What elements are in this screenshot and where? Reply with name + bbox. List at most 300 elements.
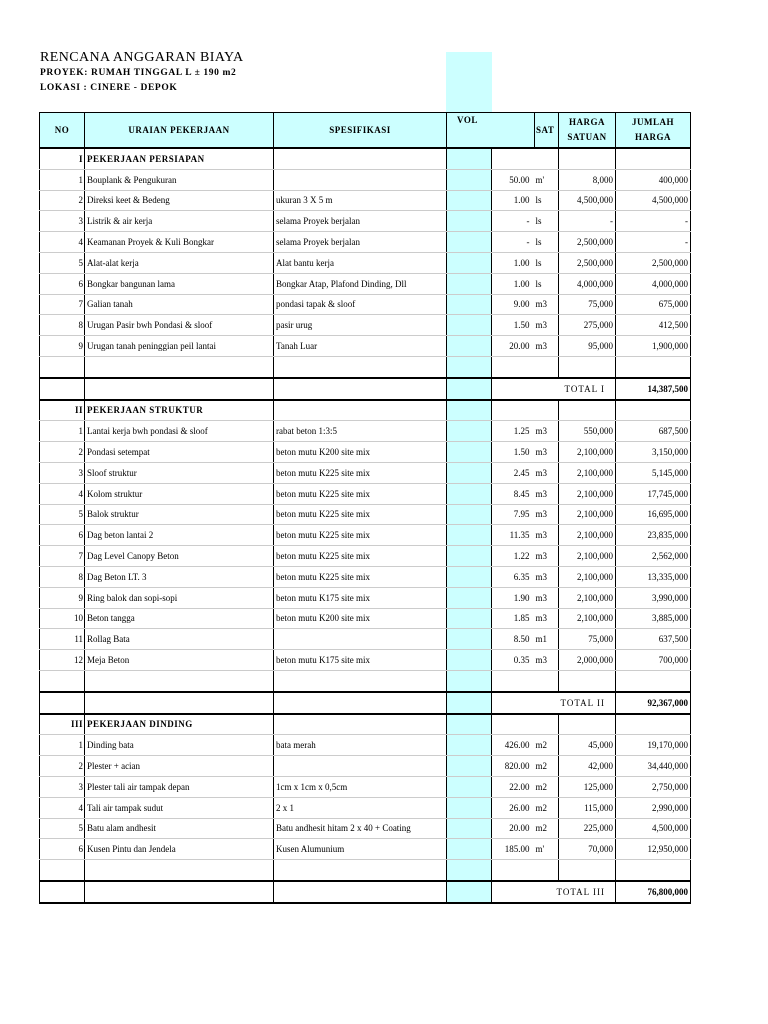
item-uraian: Tali air tampak sudut (85, 797, 274, 818)
item-jumlah: 2,500,000 (616, 252, 691, 273)
sat-cell (535, 400, 559, 421)
highlight-cell (447, 818, 492, 839)
item-vol: 0.35 (492, 650, 535, 671)
item-no: 9 (40, 587, 85, 608)
item-spesifikasi: beton mutu K225 site mix (274, 546, 447, 567)
item-sat: m' (535, 839, 559, 860)
highlight-cell (447, 797, 492, 818)
highlight-cell (447, 776, 492, 797)
item-spesifikasi (274, 169, 447, 190)
blank-cell (85, 692, 274, 714)
item-uraian: Dinding bata (85, 735, 274, 756)
total-value: 76,800,000 (616, 881, 691, 903)
item-harga-satuan: 8,000 (559, 169, 616, 190)
table-row (40, 566, 691, 587)
highlight-cell (447, 881, 492, 903)
item-vol: 26.00 (492, 797, 535, 818)
item-spesifikasi: beton mutu K225 site mix (274, 566, 447, 587)
item-jumlah: 637,500 (616, 629, 691, 650)
item-sat: m3 (535, 504, 559, 525)
item-harga-satuan: 95,000 (559, 336, 616, 357)
harga-cell (559, 148, 616, 169)
item-sat: ls (535, 232, 559, 253)
item-vol: 50.00 (492, 169, 535, 190)
table-row (40, 629, 691, 650)
item-harga-satuan: 2,100,000 (559, 546, 616, 567)
spesifikasi-cell (274, 148, 447, 169)
header-vol: VOL (447, 113, 535, 149)
item-spesifikasi: Batu andhesit hitam 2 x 40 + Coating (274, 818, 447, 839)
item-sat: m3 (535, 650, 559, 671)
item-vol: 426.00 (492, 735, 535, 756)
total-row (40, 692, 691, 714)
blank-cell (274, 378, 447, 400)
blank-cell (85, 670, 274, 691)
item-harga-satuan: 70,000 (559, 839, 616, 860)
item-jumlah: 4,500,000 (616, 190, 691, 211)
highlight-cell (447, 525, 492, 546)
highlight-cell (447, 566, 492, 587)
item-uraian: Meja Beton (85, 650, 274, 671)
highlight-cell (447, 378, 492, 400)
item-vol: 1.50 (492, 442, 535, 463)
highlight-cell (447, 608, 492, 629)
sat-cell (535, 148, 559, 169)
vol-cell (492, 400, 535, 421)
highlight-cell (447, 714, 492, 735)
item-harga-satuan: 115,000 (559, 797, 616, 818)
item-jumlah: 16,695,000 (616, 504, 691, 525)
item-uraian: Sloof struktur (85, 462, 274, 483)
table-row (40, 756, 691, 777)
blank-cell (274, 670, 447, 691)
highlight-cell (447, 546, 492, 567)
spesifikasi-cell (274, 400, 447, 421)
jumlah-cell (616, 400, 691, 421)
item-spesifikasi: Kusen Alumunium (274, 839, 447, 860)
section-title: PEKERJAAN STRUKTUR (85, 400, 274, 421)
highlight-cell (447, 148, 492, 169)
blank-cell (274, 860, 447, 881)
item-spesifikasi: beton mutu K175 site mix (274, 587, 447, 608)
item-sat: m3 (535, 566, 559, 587)
item-uraian: Dag beton lantai 2 (85, 525, 274, 546)
total-row (40, 378, 691, 400)
table-row (40, 546, 691, 567)
vol-cell (492, 148, 535, 169)
item-vol: 22.00 (492, 776, 535, 797)
item-harga-satuan: 2,100,000 (559, 525, 616, 546)
item-vol: 11.35 (492, 525, 535, 546)
blank-cell (40, 692, 85, 714)
blank-cell (85, 860, 274, 881)
item-jumlah: 3,885,000 (616, 608, 691, 629)
item-spesifikasi: Bongkar Atap, Plafond Dinding, Dll (274, 273, 447, 294)
item-jumlah: 3,990,000 (616, 587, 691, 608)
blank-cell (535, 356, 559, 377)
blank-row (40, 670, 691, 691)
item-harga-satuan: 125,000 (559, 776, 616, 797)
item-no: 4 (40, 797, 85, 818)
item-jumlah: - (616, 232, 691, 253)
vol-column-highlight (446, 52, 492, 112)
item-spesifikasi: beton mutu K225 site mix (274, 483, 447, 504)
highlight-cell (447, 211, 492, 232)
item-uraian: Keamanan Proyek & Kuli Bongkar (85, 232, 274, 253)
blank-cell (40, 378, 85, 400)
table-header-row (40, 113, 691, 149)
item-no: 11 (40, 629, 85, 650)
item-sat: m3 (535, 421, 559, 442)
item-sat: m3 (535, 294, 559, 315)
item-uraian: Dag Level Canopy Beton (85, 546, 274, 567)
item-jumlah: 5,145,000 (616, 462, 691, 483)
item-jumlah: 2,562,000 (616, 546, 691, 567)
total-value: 92,367,000 (616, 692, 691, 714)
item-uraian: Batu alam andhesit (85, 818, 274, 839)
header-no: NO (40, 113, 85, 149)
section-header-row (40, 400, 691, 421)
location-line: LOKASI : CINERE - DEPOK (40, 83, 178, 93)
item-jumlah: 3,150,000 (616, 442, 691, 463)
budget-table (39, 112, 691, 904)
blank-cell (85, 356, 274, 377)
item-vol: 7.95 (492, 504, 535, 525)
item-no: 2 (40, 756, 85, 777)
table-row (40, 525, 691, 546)
item-jumlah: - (616, 211, 691, 232)
highlight-cell (447, 252, 492, 273)
item-jumlah: 19,170,000 (616, 735, 691, 756)
item-sat: ls (535, 190, 559, 211)
table-row (40, 336, 691, 357)
blank-cell (616, 670, 691, 691)
item-sat: m3 (535, 442, 559, 463)
item-vol: 820.00 (492, 756, 535, 777)
item-harga-satuan: 2,100,000 (559, 442, 616, 463)
header-sat: SAT (535, 113, 559, 149)
item-spesifikasi: 2 x 1 (274, 797, 447, 818)
item-jumlah: 23,835,000 (616, 525, 691, 546)
blank-cell (559, 860, 616, 881)
item-jumlah: 13,335,000 (616, 566, 691, 587)
highlight-cell (447, 336, 492, 357)
blank-cell (40, 881, 85, 903)
item-jumlah: 4,000,000 (616, 273, 691, 294)
table-row (40, 797, 691, 818)
item-vol: 1.25 (492, 421, 535, 442)
item-uraian: Urugan tanah peninggian peil lantai (85, 336, 274, 357)
blank-cell (559, 356, 616, 377)
spesifikasi-cell (274, 714, 447, 735)
item-vol: 1.90 (492, 587, 535, 608)
blank-row (40, 860, 691, 881)
header-spesifikasi: SPESIFIKASI (274, 113, 447, 149)
sat-cell (535, 714, 559, 735)
blank-cell (274, 881, 447, 903)
item-vol: 20.00 (492, 336, 535, 357)
highlight-cell (447, 692, 492, 714)
blank-cell (85, 881, 274, 903)
item-no: 4 (40, 483, 85, 504)
table-row (40, 232, 691, 253)
item-no: 2 (40, 442, 85, 463)
item-spesifikasi: pasir urug (274, 315, 447, 336)
item-harga-satuan: 4,000,000 (559, 273, 616, 294)
item-sat: m2 (535, 756, 559, 777)
item-harga-satuan: 75,000 (559, 294, 616, 315)
item-vol: 1.00 (492, 190, 535, 211)
item-sat: m3 (535, 546, 559, 567)
item-no: 3 (40, 211, 85, 232)
item-sat: m1 (535, 629, 559, 650)
item-jumlah: 34,440,000 (616, 756, 691, 777)
item-sat: m3 (535, 483, 559, 504)
table-row (40, 818, 691, 839)
item-uraian: Galian tanah (85, 294, 274, 315)
table-row (40, 776, 691, 797)
item-jumlah: 687,500 (616, 421, 691, 442)
item-no: 7 (40, 546, 85, 567)
highlight-cell (447, 670, 492, 691)
table-row (40, 211, 691, 232)
item-no: 10 (40, 608, 85, 629)
item-jumlah: 2,750,000 (616, 776, 691, 797)
section-roman: III (40, 714, 85, 735)
item-vol: 2.45 (492, 462, 535, 483)
total-label: TOTAL I (492, 378, 616, 400)
item-sat: m3 (535, 336, 559, 357)
blank-cell (492, 670, 535, 691)
blank-cell (535, 670, 559, 691)
blank-cell (535, 860, 559, 881)
table-row (40, 190, 691, 211)
table-row (40, 483, 691, 504)
item-vol: 9.00 (492, 294, 535, 315)
item-spesifikasi: beton mutu K200 site mix (274, 442, 447, 463)
harga-cell (559, 400, 616, 421)
highlight-cell (447, 504, 492, 525)
item-uraian: Bongkar bangunan lama (85, 273, 274, 294)
table-row (40, 252, 691, 273)
header-jumlah-harga: JUMLAH HARGA (616, 113, 691, 149)
item-sat: m3 (535, 587, 559, 608)
item-harga-satuan: 2,500,000 (559, 232, 616, 253)
item-vol: - (492, 232, 535, 253)
item-spesifikasi: bata merah (274, 735, 447, 756)
item-uraian: Lantai kerja bwh pondasi & sloof (85, 421, 274, 442)
item-no: 3 (40, 462, 85, 483)
highlight-cell (447, 315, 492, 336)
item-uraian: Urugan Pasir bwh Pondasi & sloof (85, 315, 274, 336)
item-jumlah: 675,000 (616, 294, 691, 315)
table-row (40, 421, 691, 442)
section-title: PEKERJAAN PERSIAPAN (85, 148, 274, 169)
item-jumlah: 4,500,000 (616, 818, 691, 839)
table-row (40, 504, 691, 525)
item-no: 6 (40, 525, 85, 546)
item-no: 5 (40, 252, 85, 273)
item-harga-satuan: 2,500,000 (559, 252, 616, 273)
highlight-cell (447, 232, 492, 253)
highlight-cell (447, 356, 492, 377)
item-harga-satuan: 4,500,000 (559, 190, 616, 211)
item-sat: m3 (535, 525, 559, 546)
highlight-cell (447, 629, 492, 650)
item-spesifikasi: ukuran 3 X 5 m (274, 190, 447, 211)
item-spesifikasi: beton mutu K225 site mix (274, 504, 447, 525)
blank-cell (616, 356, 691, 377)
item-no: 9 (40, 336, 85, 357)
item-uraian: Ring balok dan sopi-sopi (85, 587, 274, 608)
item-spesifikasi: Alat bantu kerja (274, 252, 447, 273)
item-sat: m3 (535, 315, 559, 336)
highlight-cell (447, 462, 492, 483)
item-harga-satuan: 550,000 (559, 421, 616, 442)
item-uraian: Kusen Pintu dan Jendela (85, 839, 274, 860)
item-spesifikasi: beton mutu K200 site mix (274, 608, 447, 629)
item-uraian: Beton tangga (85, 608, 274, 629)
highlight-cell (447, 756, 492, 777)
header-uraian: URAIAN PEKERJAAN (85, 113, 274, 149)
item-vol: 1.50 (492, 315, 535, 336)
item-sat: ls (535, 211, 559, 232)
harga-cell (559, 714, 616, 735)
item-vol: 1.85 (492, 608, 535, 629)
item-sat: m2 (535, 776, 559, 797)
item-vol: 1.22 (492, 546, 535, 567)
item-no: 7 (40, 294, 85, 315)
table-row (40, 294, 691, 315)
highlight-cell (447, 294, 492, 315)
highlight-cell (447, 483, 492, 504)
item-uraian: Plester + acian (85, 756, 274, 777)
item-sat: m3 (535, 462, 559, 483)
item-no: 6 (40, 839, 85, 860)
item-sat: m2 (535, 818, 559, 839)
item-spesifikasi: beton mutu K225 site mix (274, 462, 447, 483)
item-no: 8 (40, 566, 85, 587)
item-harga-satuan: 2,100,000 (559, 608, 616, 629)
blank-cell (616, 860, 691, 881)
item-uraian: Alat-alat kerja (85, 252, 274, 273)
item-vol: 8.50 (492, 629, 535, 650)
item-spesifikasi: pondasi tapak & sloof (274, 294, 447, 315)
item-uraian: Direksi keet & Bedeng (85, 190, 274, 211)
item-vol: 8.45 (492, 483, 535, 504)
total-label: TOTAL III (492, 881, 616, 903)
item-spesifikasi: beton mutu K225 site mix (274, 525, 447, 546)
item-jumlah: 12,950,000 (616, 839, 691, 860)
item-no: 3 (40, 776, 85, 797)
item-no: 1 (40, 421, 85, 442)
table-row (40, 315, 691, 336)
item-no: 12 (40, 650, 85, 671)
table-row (40, 650, 691, 671)
item-harga-satuan: 2,100,000 (559, 462, 616, 483)
item-vol: 1.00 (492, 273, 535, 294)
total-row (40, 881, 691, 903)
item-vol: - (492, 211, 535, 232)
item-harga-satuan: 2,100,000 (559, 504, 616, 525)
item-uraian: Listrik & air kerja (85, 211, 274, 232)
highlight-cell (447, 587, 492, 608)
section-title: PEKERJAAN DINDING (85, 714, 274, 735)
jumlah-cell (616, 714, 691, 735)
table-row (40, 442, 691, 463)
item-vol: 185.00 (492, 839, 535, 860)
highlight-cell (447, 860, 492, 881)
item-no: 2 (40, 190, 85, 211)
item-harga-satuan: 275,000 (559, 315, 616, 336)
item-spesifikasi: beton mutu K175 site mix (274, 650, 447, 671)
table-row (40, 839, 691, 860)
item-no: 5 (40, 818, 85, 839)
item-vol: 6.35 (492, 566, 535, 587)
total-value: 14,387,500 (616, 378, 691, 400)
item-no: 4 (40, 232, 85, 253)
blank-cell (274, 356, 447, 377)
item-no: 8 (40, 315, 85, 336)
table-row (40, 735, 691, 756)
highlight-cell (447, 650, 492, 671)
total-label: TOTAL II (492, 692, 616, 714)
blank-cell (40, 860, 85, 881)
item-uraian: Bouplank & Pengukuran (85, 169, 274, 190)
table-row (40, 608, 691, 629)
blank-cell (274, 692, 447, 714)
item-spesifikasi: selama Proyek berjalan (274, 211, 447, 232)
item-uraian: Dag Beton LT. 3 (85, 566, 274, 587)
item-spesifikasi: selama Proyek berjalan (274, 232, 447, 253)
item-no: 5 (40, 504, 85, 525)
item-spesifikasi (274, 629, 447, 650)
jumlah-cell (616, 148, 691, 169)
item-jumlah: 1,900,000 (616, 336, 691, 357)
project-line: PROYEK: RUMAH TINGGAL L ± 190 m2 (40, 68, 237, 78)
item-spesifikasi: Tanah Luar (274, 336, 447, 357)
item-harga-satuan: 2,000,000 (559, 650, 616, 671)
item-sat: m2 (535, 735, 559, 756)
item-sat: m3 (535, 608, 559, 629)
item-uraian: Rollag Bata (85, 629, 274, 650)
item-uraian: Kolom struktur (85, 483, 274, 504)
item-harga-satuan: - (559, 211, 616, 232)
item-uraian: Balok struktur (85, 504, 274, 525)
highlight-cell (447, 273, 492, 294)
item-no: 6 (40, 273, 85, 294)
highlight-cell (447, 839, 492, 860)
item-jumlah: 700,000 (616, 650, 691, 671)
item-spesifikasi: 1cm x 1cm x 0,5cm (274, 776, 447, 797)
item-harga-satuan: 2,100,000 (559, 566, 616, 587)
item-sat: m2 (535, 797, 559, 818)
section-roman: I (40, 148, 85, 169)
highlight-cell (447, 400, 492, 421)
highlight-cell (447, 442, 492, 463)
item-harga-satuan: 45,000 (559, 735, 616, 756)
table-row (40, 587, 691, 608)
blank-cell (492, 860, 535, 881)
highlight-cell (447, 735, 492, 756)
item-no: 1 (40, 735, 85, 756)
item-vol: 1.00 (492, 252, 535, 273)
item-sat: ls (535, 273, 559, 294)
item-sat: m' (535, 169, 559, 190)
highlight-cell (447, 169, 492, 190)
vol-cell (492, 714, 535, 735)
section-header-row (40, 148, 691, 169)
